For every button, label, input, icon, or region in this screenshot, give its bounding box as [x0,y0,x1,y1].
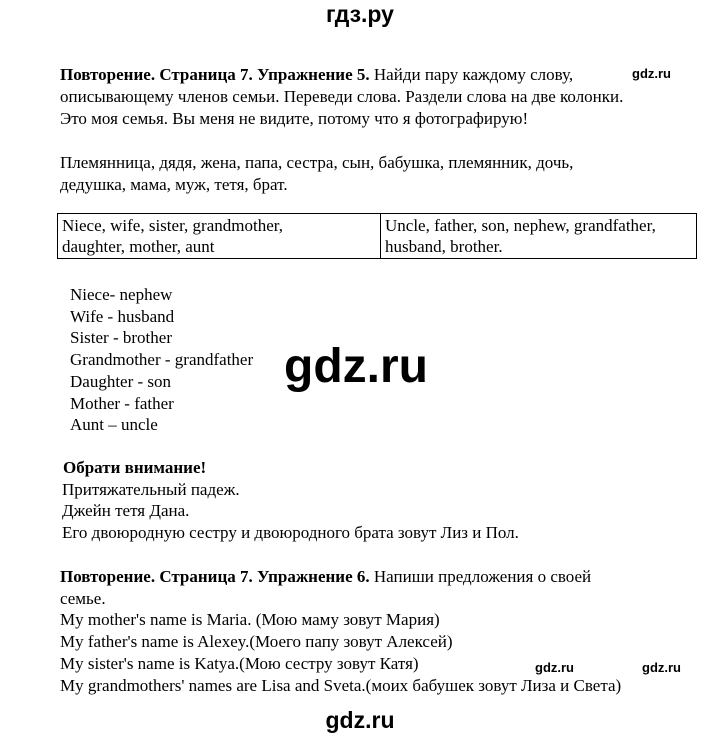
table-cell-line: Uncle, father, son, nephew, grandfather, [385,216,656,235]
ex5-heading: Повторение. Страница 7. Упражнение 5. [60,65,370,84]
center-watermark: gdz.ru [284,340,428,393]
ex6-sentence: My grandmothers' names are Lisa and Sveta.(моих бабушек зовут Лиза и Света) [60,676,622,695]
note-line: Джейн тетя Дана. [62,501,190,520]
pairs-list [70,284,253,436]
bottom-watermark-a: gdz.ru [535,660,574,675]
ex5-task-line3: Это моя семья. Вы меня не видите, потому что я фотографирую! [60,109,529,128]
bottom-watermark-b: gdz.ru [642,660,681,675]
table-cell-line: Niece, wife, sister, grandmother, [62,216,283,235]
table-cell-line: husband, brother. [385,237,503,256]
footer-watermark: gdz.ru [325,707,395,733]
note-line: Притяжательный падеж. [62,480,240,499]
table-cell-male [381,214,697,259]
ex5-words-line1: Племянница, дядя, жена, папа, сестра, сын, бабушка, племянник, дочь, [60,153,574,172]
note-heading: Обрати внимание! [63,458,207,477]
ex6-task-line1 [60,566,591,587]
ex6-task-line2: семье. [60,589,106,608]
note-line: Его двоюродную сестру и двоюродного брата зовут Лиз и Пол. [62,523,519,542]
list-item: Wife - husband [70,306,175,326]
list-item: Daughter - son [70,371,172,391]
ex5-task-text: Найди пару каждому слову, [373,65,574,84]
table-row [58,214,697,259]
ex6-task-text: Напиши предложения о своей [373,567,592,586]
list-item: Sister - brother [70,328,172,348]
ex6-sentence: My father's name is Alexey.(Моего папу зовут Алексей) [60,632,453,651]
ex6-sentence: My sister's name is Katya.(Мою сестру зовут Катя) [60,654,419,673]
list-item: Niece- nephew [70,285,173,304]
ex5-words-line2: дедушка, мама, муж, тетя, брат. [60,175,288,194]
ex6-heading: Повторение. Страница 7. Упражнение 6. [60,567,370,586]
table-cell-female [58,214,381,259]
ex6-sentence: My mother's name is Maria. (Мою маму зовут Мария) [60,610,440,629]
list-item: Grandmother - grandfather [70,350,254,370]
table-cell-line: daughter, mother, aunt [62,237,215,256]
word-columns-table [57,213,697,259]
list-item: Aunt – uncle [70,415,158,435]
list-item: Mother - father [70,393,174,413]
ex5-task-line2: описывающему членов семьи. Переведи слова. Раздели слова на две колонки. [60,87,624,106]
ex5-task-line1 [60,64,573,85]
header-watermark: гдз.ру [326,1,394,27]
top-right-watermark: gdz.ru [632,66,671,81]
